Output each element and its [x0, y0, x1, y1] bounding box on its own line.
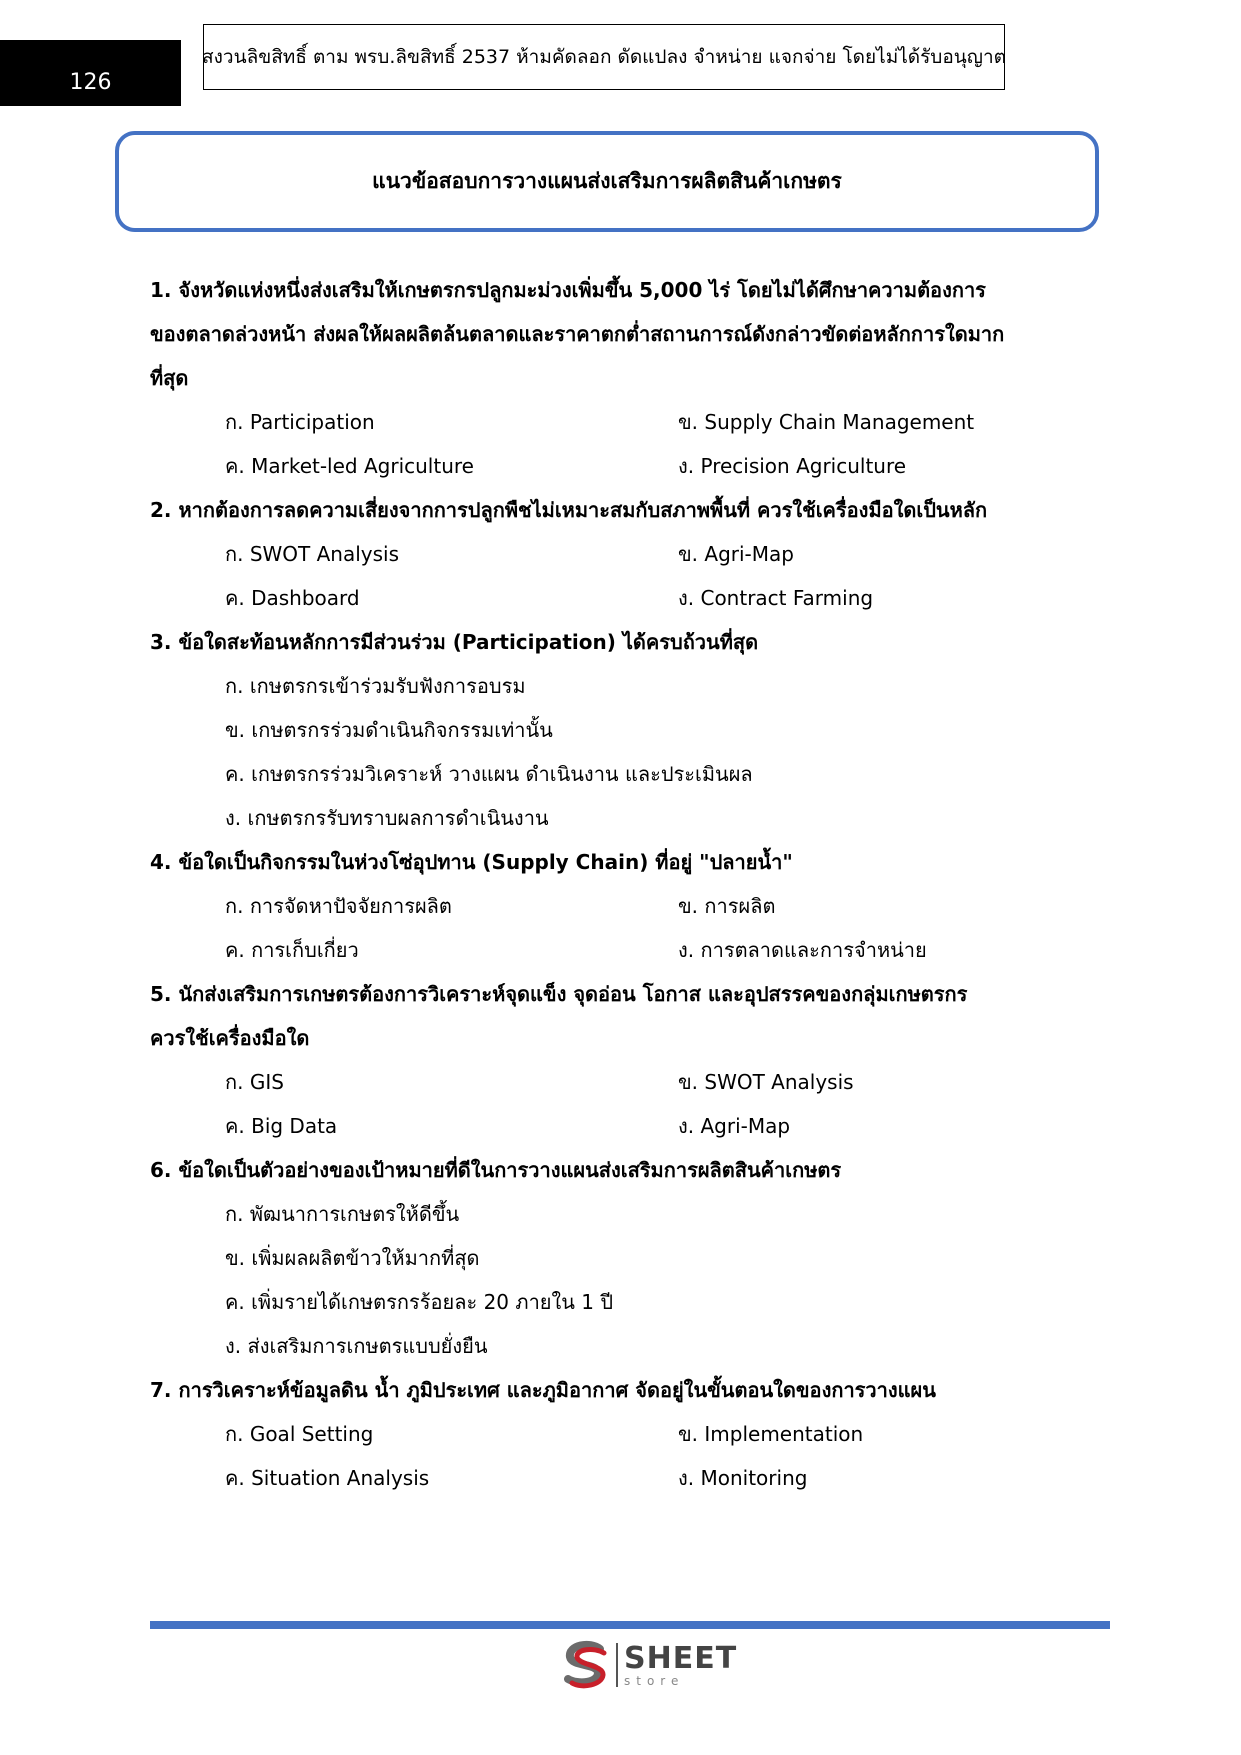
question-item	[150, 268, 1090, 488]
question-text-line: 3. ข้อใดสะท้อนหลักการมีส่วนร่วม (Participation) ได้ครบถ้วนที่สุด	[150, 630, 759, 654]
answer-option: ค. Dashboard	[225, 586, 360, 610]
answer-option: ก. SWOT Analysis	[225, 542, 400, 566]
answer-option: ข. Agri-Map	[678, 542, 794, 566]
answer-option: ง. เกษตรกรรับทราบผลการดำเนินงาน	[225, 806, 549, 830]
question-text-line: ควรใช้เครื่องมือใด	[150, 1026, 310, 1050]
answer-option: ข. Implementation	[678, 1422, 864, 1446]
copyright-notice: สงวนลิขสิทธิ์ ตาม พรบ.ลิขสิทธิ์ 2537 ห้ามคัดลอก ดัดแปลง จำหน่าย แจกจ่าย โดยไม่ได้รับอนุญาต	[203, 24, 1005, 90]
answer-option: ง. Agri-Map	[678, 1114, 791, 1138]
answer-option: ก. พัฒนาการเกษตรให้ดีขึ้น	[225, 1202, 460, 1226]
sheet-store-logo	[560, 1637, 737, 1693]
answer-option: ง. Monitoring	[678, 1466, 808, 1490]
answer-option: ค. Market-led Agriculture	[225, 454, 474, 478]
answer-option: ข. การผลิต	[678, 894, 776, 918]
footer-divider	[150, 1621, 1110, 1629]
answer-option: ค. เกษตรกรร่วมวิเคราะห์ วางแผน ดำเนินงาน และประเมินผล	[225, 762, 753, 786]
answer-option: ค. การเก็บเกี่ยว	[225, 938, 359, 962]
answer-option: ง. Precision Agriculture	[678, 454, 907, 478]
answer-option: ข. เกษตรกรร่วมดำเนินกิจกรรมเท่านั้น	[225, 718, 553, 742]
logo-divider	[616, 1643, 618, 1687]
answer-option: ก. เกษตรกรเข้าร่วมรับฟังการอบรม	[225, 674, 526, 698]
question-text-line: 5. นักส่งเสริมการเกษตรต้องการวิเคราะห์จุดแข็ง จุดอ่อน โอกาส และอุปสรรคของกลุ่มเกษตรกร	[150, 982, 968, 1006]
question-text-line: 7. การวิเคราะห์ข้อมูลดิน น้ำ ภูมิประเทศ และภูมิอากาศ จัดอยู่ในขั้นตอนใดของการวางแผน	[150, 1378, 936, 1402]
answer-option: ข. SWOT Analysis	[678, 1070, 854, 1094]
question-item	[150, 488, 1090, 620]
answer-option: ข. เพิ่มผลผลิตข้าวให้มากที่สุด	[225, 1246, 480, 1270]
page-number: 126	[69, 69, 112, 95]
question-text-line: 2. หากต้องการลดความเสี่ยงจากการปลูกพืชไม่เหมาะสมกับสภาพพื้นที่ ควรใช้เครื่องมือใดเป็นหลัก	[150, 498, 988, 522]
question-item	[150, 972, 1090, 1148]
question-item	[150, 840, 1090, 972]
answer-option: ค. เพิ่มรายได้เกษตรกรร้อยละ 20 ภายใน 1 ปี	[225, 1290, 614, 1314]
question-list	[150, 268, 1090, 1500]
sheet-logo-icon	[560, 1639, 612, 1691]
logo-title: SHEET	[624, 1640, 738, 1676]
question-item	[150, 1368, 1090, 1500]
question-text-line: 1. จังหวัดแห่งหนึ่งส่งเสริมให้เกษตรกรปลูกมะม่วงเพิ่มขึ้น 5,000 ไร่ โดยไม่ได้ศึกษาความต้องการ	[150, 278, 986, 302]
question-text-line: 6. ข้อใดเป็นตัวอย่างของเป้าหมายที่ดีในการวางแผนส่งเสริมการผลิตสินค้าเกษตร	[150, 1158, 842, 1182]
answer-option: ง. การตลาดและการจำหน่าย	[678, 938, 927, 962]
logo-subtitle: store	[624, 1673, 685, 1688]
page-title-box	[115, 131, 1099, 232]
answer-option: ค. Big Data	[225, 1114, 338, 1138]
page-title: แนวข้อสอบการวางแผนส่งเสริมการผลิตสินค้าเกษตร	[372, 169, 842, 193]
answer-option: ค. Situation Analysis	[225, 1466, 430, 1490]
question-item	[150, 1148, 1090, 1368]
answer-option: ง. ส่งเสริมการเกษตรแบบยั่งยืน	[225, 1334, 488, 1358]
answer-option: ง. Contract Farming	[678, 586, 874, 610]
question-text-line: ที่สุด	[150, 366, 189, 390]
question-text-line: ของตลาดล่วงหน้า ส่งผลให้ผลผลิตล้นตลาดและราคาตกต่ำสถานการณ์ดังกล่าวขัดต่อหลักการใดมาก	[150, 322, 1005, 346]
answer-option: ก. Participation	[225, 410, 375, 434]
question-item	[150, 620, 1090, 840]
question-text-line: 4. ข้อใดเป็นกิจกรรมในห่วงโซ่อุปทาน (Supply Chain) ที่อยู่ "ปลายน้ำ"	[150, 850, 793, 874]
answer-option: ก. การจัดหาปัจจัยการผลิต	[225, 894, 452, 918]
answer-option: ข. Supply Chain Management	[678, 410, 975, 434]
answer-option: ก. Goal Setting	[225, 1422, 374, 1446]
answer-option: ก. GIS	[225, 1070, 284, 1094]
page-number-tab	[0, 40, 181, 106]
